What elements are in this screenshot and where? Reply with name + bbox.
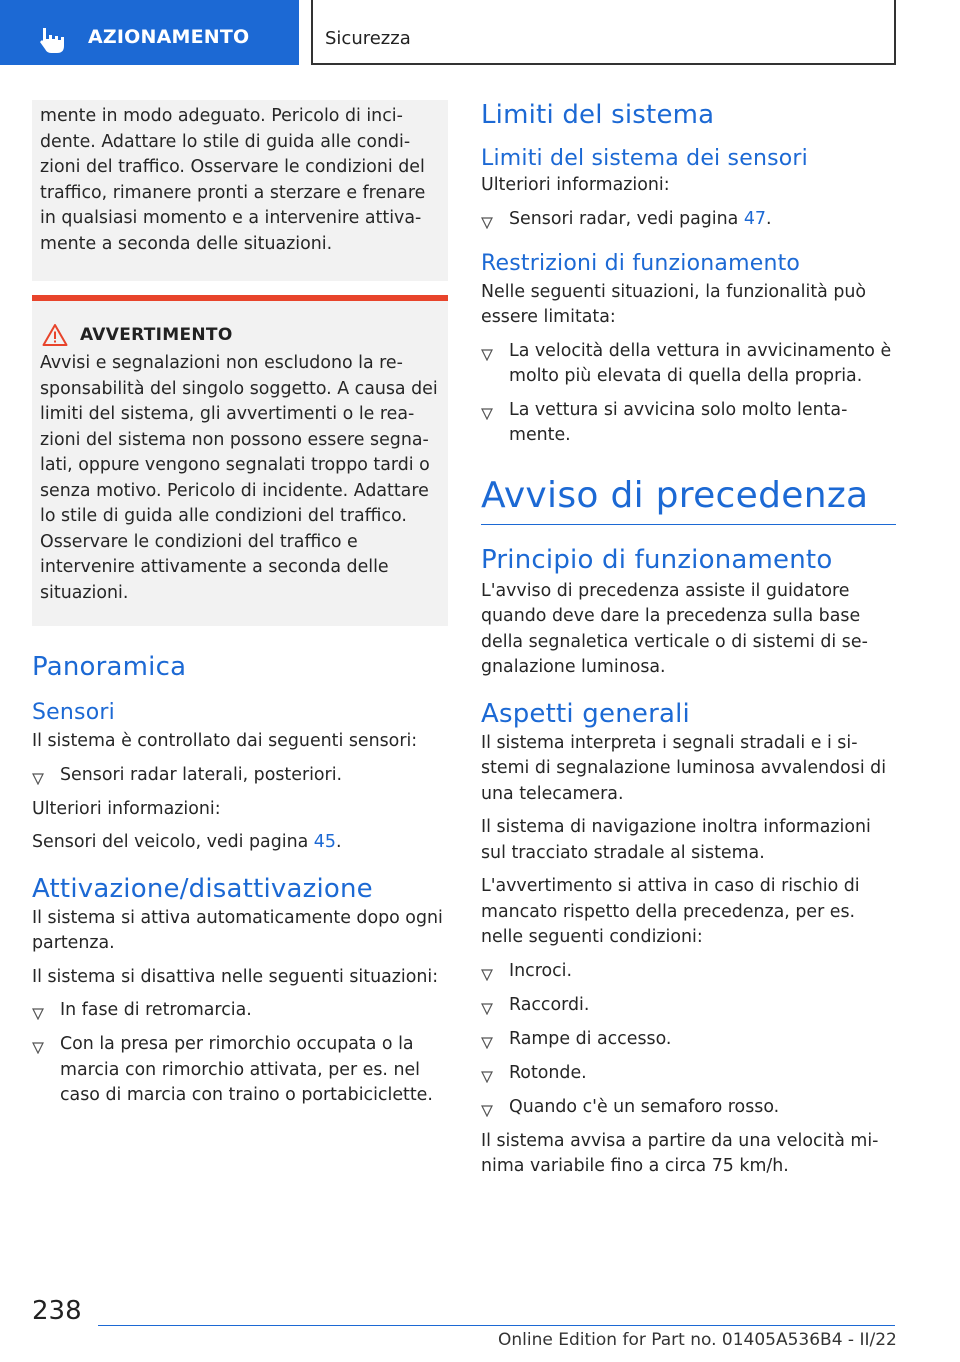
warning-text: Avvisi e segnalazioni non escludono la responsabilità del singolo soggetto. A causa dei limiti del sistema, gli avvertimenti o le reazioni del sistema non possono essere segnalati, oppure vengono segnalati troppo tardi o senza motivo. Pericolo di incidente. Adattare lo stile di guida alle condizioni del traffico. Osservare le condizioni del traffico e intervenire attivamente a seconda delle situazioni.: [40, 353, 438, 603]
heading-attivazione: Attivazione/disattivazione: [32, 873, 373, 904]
heading-principio: Principio di funzionamento: [481, 544, 833, 575]
heading-limiti: Limiti del sistema: [481, 100, 715, 130]
warning-header: [40, 323, 440, 347]
more-info-label: Ulteriori informazioni:: [481, 175, 670, 195]
list-item: [32, 763, 448, 789]
warning-triangle-icon: [42, 323, 68, 347]
footer-rule: [98, 1325, 895, 1326]
bullet-triangle-icon: [481, 1003, 493, 1015]
continued-warning-text: mente in modo adeguato. Pericolo di incidente. Adattare lo stile di guida alle condizioni del traffico. Osservare le condizioni del traffico, rimanere pronti a sterzare e frenare in qualsiasi momento e a intervenire attivamente a seconda delle situazioni.: [40, 106, 426, 254]
bullet-triangle-icon: [481, 408, 493, 420]
heading-restrizioni: Restrizioni di funzionamento: [481, 250, 801, 276]
list-item: [481, 1095, 896, 1121]
heading-sensori: Sensori: [32, 700, 115, 725]
warning-box: [32, 295, 448, 626]
attivazione-p1: Il sistema si attiva automaticamente dopo ogni partenza.: [32, 907, 443, 953]
bullet-triangle-icon: [481, 1071, 493, 1083]
bullet-triangle-icon: [32, 1008, 44, 1020]
sensori-intro: Il sistema è controllato dai seguenti sensori:: [32, 731, 418, 751]
section-title: Sicurezza: [325, 28, 411, 49]
bullet-triangle-icon: [32, 773, 44, 785]
list-item: [481, 993, 896, 1019]
heading-panoramica: Panoramica: [32, 652, 187, 682]
aspetti-p4: Il sistema avvisa a partire da una velocità minima variabile fino a circa 75 km/h.: [481, 1130, 879, 1176]
sensori-page-link[interactable]: 45: [313, 832, 336, 852]
footer-edition: Online Edition for Part no. 01405A536B4 - II/22: [498, 1330, 897, 1350]
attivazione-bullet-1: In fase di retromarcia.: [60, 1000, 252, 1020]
left-column: [32, 100, 448, 1109]
chapter-tab[interactable]: [0, 0, 299, 65]
heading-rule: [481, 524, 896, 525]
bullet-triangle-icon: [481, 217, 493, 229]
heading-limiti-sensori: Limiti del sistema dei sensori: [481, 146, 808, 171]
list-item: [481, 959, 896, 985]
sensori-reference: Sensori del veicolo, vedi pagina 45.: [32, 832, 342, 852]
continued-warning-box: [32, 100, 448, 281]
aspetti-bullet-2: Raccordi.: [509, 994, 590, 1015]
chapter-tab-label: AZIONAMENTO: [88, 26, 250, 48]
list-item: [481, 1061, 896, 1087]
aspetti-p2: Il sistema di navigazione inoltra informazioni sul tracciato stradale al sistema.: [481, 817, 871, 863]
heading-aspetti: Aspetti generali: [481, 698, 690, 729]
sensori-bullet: Sensori radar laterali, posteriori.: [60, 764, 343, 785]
list-item: [481, 339, 896, 390]
more-info-label: Ulteriori informazioni:: [32, 798, 221, 819]
right-column: [481, 100, 896, 1180]
radar-ref-text: Sensori radar, vedi pagina: [509, 208, 744, 229]
bullet-triangle-icon: [481, 1105, 493, 1117]
principio-text: L'avviso di precedenza assiste il guidatore quando deve dare la precedenza sulla base della segnaletica verticale o di sistemi di segnalazione luminosa.: [481, 580, 868, 677]
radar-page-link[interactable]: 47: [743, 208, 766, 229]
restrizioni-bullet-2: La vettura si avvicina solo molto lentamente.: [509, 399, 848, 445]
aspetti-bullet-4: Rotonde.: [509, 1062, 587, 1083]
aspetti-p1: Il sistema interpreta i segnali stradali e i sistemi di segnalazione luminosa avvalendosi di una telecamera.: [481, 732, 887, 804]
attivazione-p2: Il sistema si disattiva nelle seguenti situazioni:: [32, 966, 439, 987]
hand-pointer-icon: [38, 24, 68, 54]
warning-title: AVVERTIMENTO: [80, 325, 233, 345]
list-item: [481, 207, 896, 233]
bullet-triangle-icon: [481, 969, 493, 981]
aspetti-bullet-3: Rampe di accesso.: [509, 1028, 672, 1049]
radar-reference: Sensori radar, vedi pagina 47.: [509, 208, 772, 229]
page-number: 238: [32, 1296, 82, 1326]
bullet-triangle-icon: [32, 1042, 44, 1054]
attivazione-bullet-2: Con la presa per rimorchio occupata o la marcia con rimorchio attivata, per es. nel caso di marcia con traino o portabiciclette.: [60, 1034, 433, 1105]
list-item: [32, 1032, 448, 1109]
bullet-triangle-icon: [481, 1037, 493, 1049]
list-item: [481, 398, 896, 449]
restrizioni-intro: Nelle seguenti situazioni, la funzionalità può essere limitata:: [481, 281, 867, 327]
heading-avviso-precedenza: Avviso di precedenza: [481, 474, 869, 516]
bullet-triangle-icon: [481, 349, 493, 361]
list-item: [481, 1027, 896, 1053]
aspetti-bullet-5: Quando c'è un semaforo rosso.: [509, 1096, 780, 1117]
restrizioni-bullet-1: La velocità della vettura in avvicinamento è molto più elevata di quella della propria.: [509, 340, 892, 386]
aspetti-bullet-1: Incroci.: [509, 960, 573, 981]
aspetti-p3: L'avvertimento si attiva in caso di rischio di mancato rispetto della precedenza, per es. nelle seguenti condizioni:: [481, 876, 860, 947]
list-item: [32, 998, 448, 1024]
sensori-ref-text: Sensori del veicolo, vedi pagina: [32, 832, 314, 852]
